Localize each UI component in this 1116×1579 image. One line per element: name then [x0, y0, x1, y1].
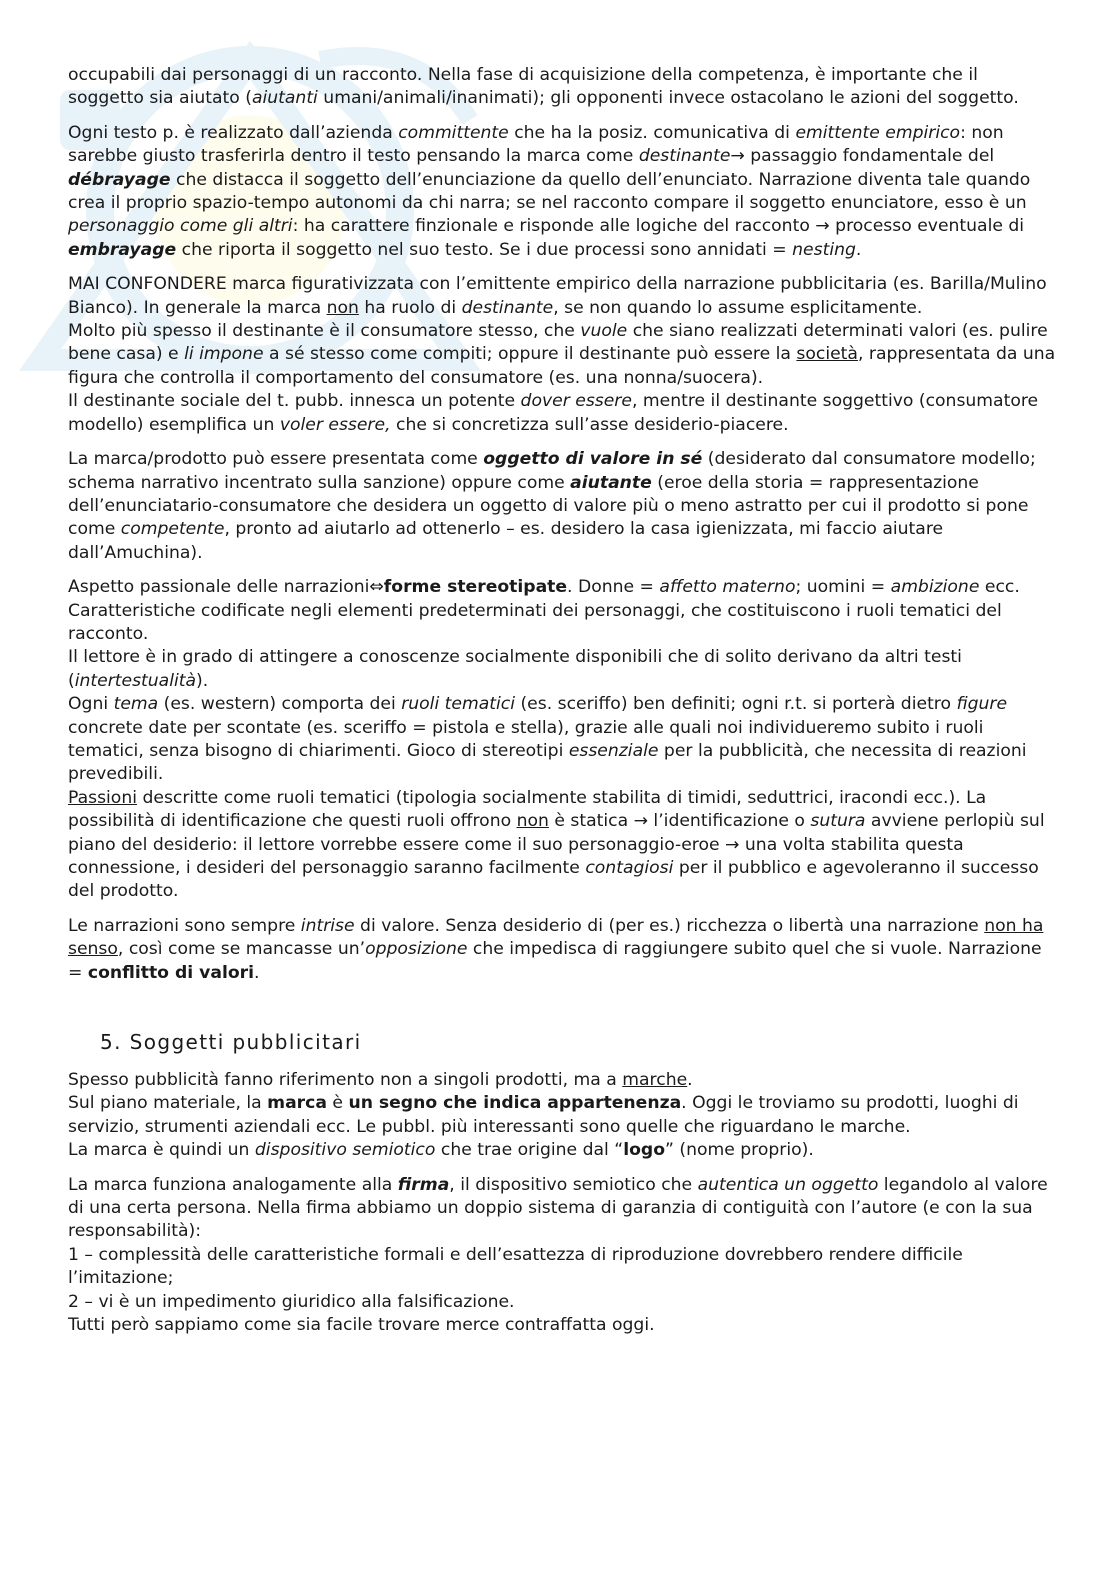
arrow-icon: →	[633, 811, 648, 832]
paragraph-3: MAI CONFONDERE marca figurativizzata con l’emittente empirico della narrazione pubblicitaria (es. Barilla/Mulino Bianco). In generale la marca non ha ruolo di destinante, se non quando lo assume esplicitamente. Molto più spesso il destinante è il consumatore stesso, che vuole che siano realizzati determinati valori (es. pulire bene casa) e li impone a sé stesso come compiti; oppure il destinante può essere la società, rappresentata da una figura che controlla il comportamento del consumatore (es. una nonna/suocera). Il destinante sociale del t. pubb. innesca un potente dover essere, mentre il destinante soggettivo (consumatore modello) esemplifica un voler essere, che si concretizza sull’asse desiderio-piacere.	[68, 274, 1056, 435]
paragraph-8: La marca funziona analogamente alla firma, il dispositivo semiotico che autentica un oggetto legandolo al valore di una certa persona. Nella firma abbiamo un doppio sistema di garanzia di contiguità con l’autore (e con la sua responsabilità): 1 – complessità delle caratteristiche formali e dell’esattezza di riproduzione dovrebbero rendere difficile l’imitazione; 2 – vi è un impedimento giuridico alla falsificazione. Tutti però sappiamo come sia facile trovare merce contraffatta oggi.	[68, 1174, 1048, 1336]
paragraph-4: La marca/prodotto può essere presentata come oggetto di valore in sé (desiderato dal consumatore modello; schema narrativo incentrato sulla sanzione) oppure come aiutante (eroe della storia = rappresentazione dell’enunciatario-consumatore che desidera un oggetto di valore più o meno astratto per cui il prodotto si pone come competente, pronto ad aiutarlo ad ottenerlo – es. desidero la casa igienizzata, mi faccio aiutare dall’Amuchina).	[68, 449, 1036, 563]
double-arrow-icon: ⇔	[369, 577, 384, 598]
paragraph-5: Aspetto passionale delle narrazioni⇔forme stereotipate. Donne = affetto materno; uomini = ambizione ecc. Caratteristiche codificate negli elementi predeterminati dei personaggi, che costituiscono i ruoli tematici del racconto. Il lettore è in grado di attingere a conoscenze socialmente disponibili che di solito derivano da altri testi (intertestualità). Ogni tema (es. western) comporta dei ruoli tematici (es. sceriffo) ben definiti; ogni r.t. si porterà dietro figure concrete date per scontate (es. sceriffo = pistola e stella), grazie alle quali noi individueremo subito i ruoli tematici, senza bisogno di chiarimenti. Gioco di stereotipi essenziale per la pubblicità, che necessita di reazioni prevedibili. Passioni descritte come ruoli tematici (tipologia socialmente stabilita di timidi, seduttrici, iracondi ecc.). La possibilità di identificazione che questi ruoli offrono non è statica → l’identificazione o sutura avviene perlopiù sul piano del desiderio: il lettore vorrebbe essere come il suo personaggio-eroe → una volta stabilita questa connessione, i desideri del personaggio saranno facilmente contagiosi per il pubblico e agevoleranno il successo del prodotto.	[68, 577, 1045, 902]
section-heading: 5. Soggetti pubblicitari	[100, 1030, 362, 1055]
paragraph-7: Spesso pubblicità fanno riferimento non a singoli prodotti, ma a marche. Sul piano materiale, la marca è un segno che indica appartenenza. Oggi le troviamo su prodotti, luoghi di servizio, strumenti aziendali ecc. Le pubbl. più interessanti sono quelle che riguardano le marche. La marca è quindi un dispositivo semiotico che trae origine dal “logo” (nome proprio).	[68, 1070, 1019, 1161]
arrow-icon: →	[815, 216, 830, 237]
paragraph-6: Le narrazioni sono sempre intrise di valore. Senza desiderio di (per es.) ricchezza o libertà una narrazione non ha senso, così come se mancasse un’opposizione che impedisca di raggiungere subito quel che si vuole. Narrazione = conflitto di valori.	[68, 915, 1044, 983]
arrow-icon: →	[725, 834, 740, 855]
paragraph-1: occupabili dai personaggi di un racconto. Nella fase di acquisizione della competenza, è importante che il soggetto sia aiutato (aiutanti umani/animali/inanimati); gli opponenti invece ostacolano le azioni del soggetto.	[68, 65, 1019, 109]
paragraph-2: Ogni testo p. è realizzato dall’azienda committente che ha la posiz. comunicativa di emittente empirico: non sarebbe giusto trasferirla dentro il testo pensando la marca come destinante→ passaggio fondamentale del débrayage che distacca il soggetto dell’enunciazione da quello dell’enunciato. Narrazione diventa tale quando crea il proprio spazio-tempo autonomi da chi narra; se nel racconto compare il soggetto enunciatore, esso è un personaggio come gli altri: ha carattere finzionale e risponde alle logiche del racconto → processo eventuale di embrayage che riporta il soggetto nel suo testo. Se i due processi sono annidati = nesting.	[68, 122, 1031, 260]
document-body	[68, 64, 1058, 1349]
arrow-icon: →	[730, 146, 745, 167]
